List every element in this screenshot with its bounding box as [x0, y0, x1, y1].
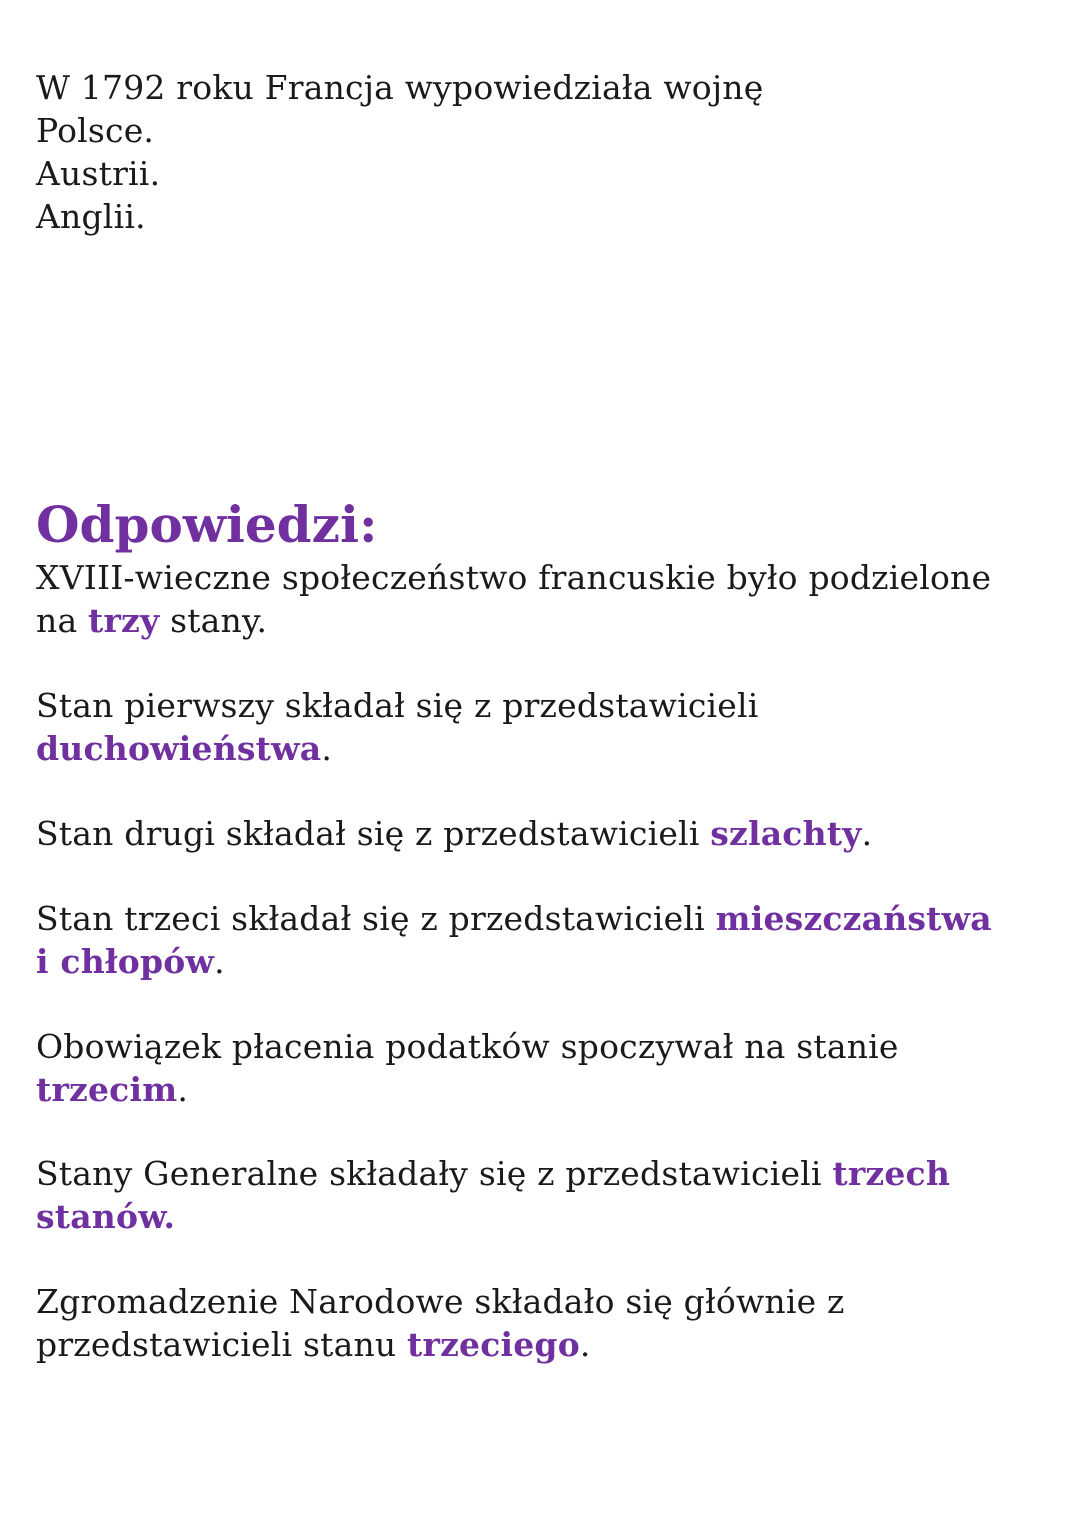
answer-6-line-1 [36, 1152, 1046, 1195]
answer-7-text-end: . [579, 1325, 591, 1364]
answer-1-line-2 [36, 599, 1046, 642]
answer-5 [36, 1025, 1046, 1111]
answer-1 [36, 556, 1046, 642]
answer-4-line-1 [36, 897, 1046, 940]
answer-5-highlight: trzecim [36, 1070, 178, 1109]
answer-3-text-end: . [861, 814, 873, 853]
answer-3-highlight: szlachty [710, 814, 862, 853]
answer-4-text-end: . [214, 942, 225, 981]
answer-7-line-1: Zgromadzenie Narodowe składało się głównie z [36, 1282, 845, 1321]
option-anglii: Anglii. [36, 197, 146, 236]
answer-3-line-1 [36, 812, 1046, 855]
answer-7-line-2 [36, 1323, 1046, 1366]
answer-6-line-2 [36, 1195, 1046, 1238]
answer-6 [36, 1152, 1046, 1238]
answers-heading: Odpowiedzi: [36, 495, 378, 554]
answer-4-text: Stan trzeci składał się z przedstawicieli [36, 899, 716, 938]
answer-5-line-1: Obowiązek płacenia podatków spoczywał na stanie [36, 1027, 899, 1066]
answer-4-highlight-1: mieszczaństwa [715, 899, 992, 938]
answer-7 [36, 1280, 1046, 1366]
answer-3 [36, 812, 1046, 855]
option-austrii: Austrii. [36, 154, 161, 193]
answer-6-highlight-1: trzech [832, 1154, 951, 1193]
answer-1-text-end: stany. [159, 601, 268, 640]
question-block [36, 66, 763, 238]
answer-6-text: Stany Generalne składały się z przedstawicieli [36, 1154, 833, 1193]
answer-4-line-2 [36, 940, 1046, 983]
answer-7-highlight: trzeciego [407, 1325, 580, 1364]
answer-2-line-2 [36, 727, 1046, 770]
option-polsce: Polsce. [36, 111, 155, 150]
answer-7-text: przedstawicieli stanu [36, 1325, 408, 1364]
answer-1-highlight: trzy [88, 601, 160, 640]
answer-4-highlight-2: i chłopów [36, 942, 215, 981]
answer-6-highlight-2: stanów. [36, 1197, 176, 1236]
answer-2-text-end: . [321, 729, 333, 768]
answer-2 [36, 684, 1046, 770]
answer-2-highlight: duchowieństwa [36, 729, 322, 768]
answer-3-text: Stan drugi składał się z przedstawicieli [36, 814, 711, 853]
answer-5-text-end: . [177, 1070, 189, 1109]
answer-5-line-2 [36, 1068, 1046, 1111]
answer-1-text: na [36, 601, 89, 640]
answer-1-line-1: XVIII-wieczne społeczeństwo francuskie było podzielone [36, 558, 992, 597]
answer-2-line-1: Stan pierwszy składał się z przedstawicieli [36, 686, 759, 725]
answer-4 [36, 897, 1046, 983]
question-stem: W 1792 roku Francja wypowiedziała wojnę [36, 68, 764, 107]
